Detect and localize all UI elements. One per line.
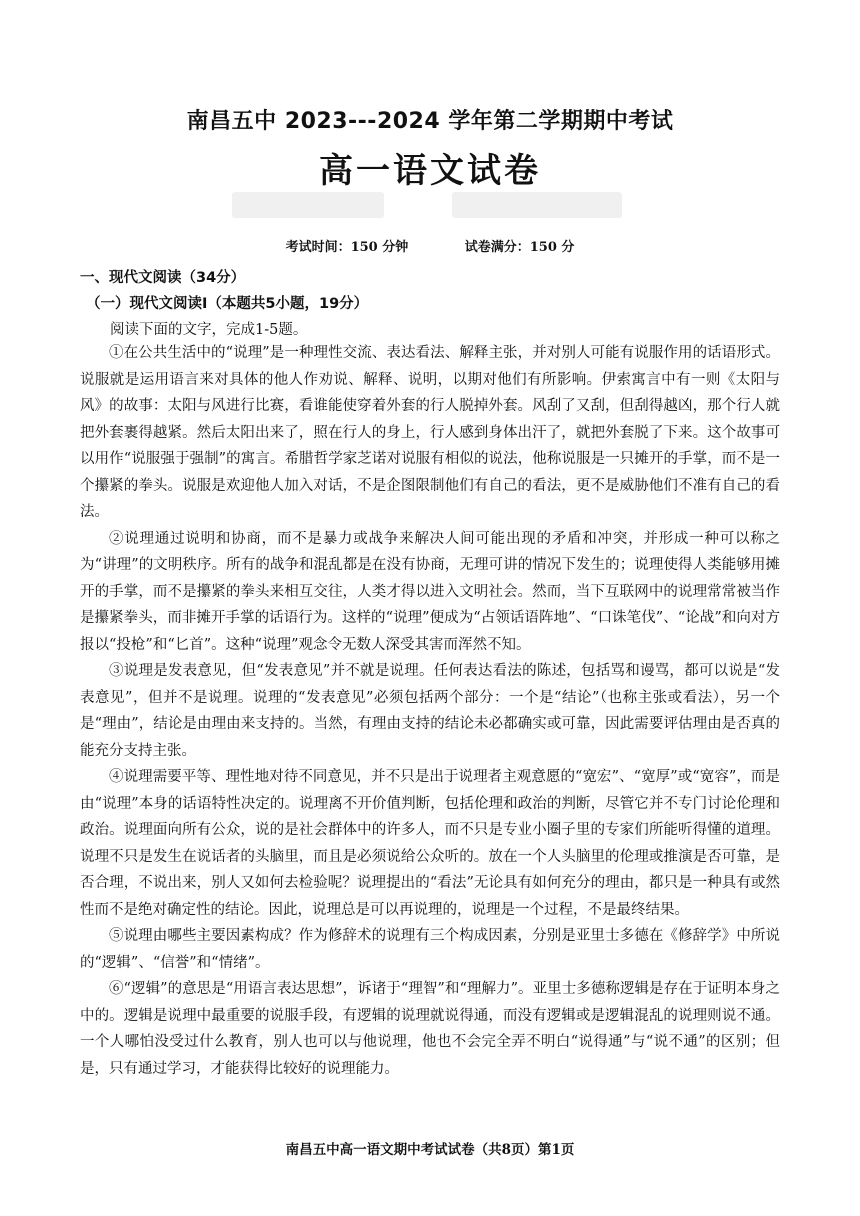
exam-time: 考试时间：150 分钟 bbox=[285, 240, 409, 255]
exam-title: 高一语文试卷 bbox=[319, 151, 541, 191]
subsection-title: （一）现代文阅读Ⅰ（本题共5小题，19分） bbox=[86, 296, 369, 312]
paragraph: ①在公共生活中的“说理”是一种理性交流、表达看法、解释主张，并对别人可能有说服作用的话语形式。说服就是运用语言来对具体的他人作劝说、解释、说明，以期对他们有所影响。伊索寓言中有一则《太阳与风》的故事：太阳与风进行比赛，看谁能使穿着外套的行人脱掉外套。风刮了又刮，但刮得越凶，那个行人就把外套裹得越紧。然后太阳出来了，照在行人的身上，行人感到身体出汗了，就把外套脱了下来。这个故事可以用作“说服强于强制”的寓言。希腊哲学家芝诺对说服有相似的说法，他称说服是一只摊开的手掌，而不是一个攥紧的拳头。说服是欢迎他人加入对话，不是企图限制他们有自己的看法，更不是威胁他们不准有自己的看法。 bbox=[80, 345, 780, 520]
reading-passage bbox=[80, 340, 780, 1082]
school-title: 南昌五中 2023---2024 学年第二学期期中考试 bbox=[186, 109, 674, 134]
redacted-field bbox=[232, 192, 384, 218]
page-footer: 南昌五中高一语文期中考试试卷（共8页）第1页 bbox=[285, 1142, 575, 1158]
full-score: 试卷满分：150 分 bbox=[464, 240, 575, 255]
section-title: 一、现代文阅读（34分） bbox=[80, 270, 246, 286]
paragraph: ③说理是发表意见，但“发表意见”并不就是说理。任何表达看法的陈述，包括骂和谩骂，都可以说是“发表意见”，但并不是说理。说理的“发表意见”必须包括两个部分：一个是“结论”（也称主张或看法），另一个是“理由”，结论是由理由来支持的。当然，有理由支持的结论未必都确实或可靠，因此需要评估理由是否真的能充分支持主张。 bbox=[80, 663, 780, 759]
reading-instruction: 阅读下面的文字，完成1-5题。 bbox=[110, 322, 308, 338]
paragraph: ④说理需要平等、理性地对待不同意见，并不只是出于说理者主观意愿的“宽宏”、“宽厚”或“宽容”，而是由“说理”本身的话语特性决定的。说理离不开价值判断，包括伦理和政治的判断，尽管它并不专门讨论伦理和政治。说理面向所有公众，说的是社会群体中的许多人，而不只是专业小圈子里的专家们所能听得懂的道理。说理不只是发生在说话者的头脑里，而且是必须说给公众听的。放在一个人头脑里的伦理或推演是否可靠，是否合理，不说出来，别人又如何去检验呢？说理提出的“看法”无论具有如何充分的理由，都只是一种具有或然性而不是绝对确定性的结论。因此，说理总是可以再说理的，说理是一个过程，不是最终结果。 bbox=[80, 769, 780, 918]
paragraph: ⑥“逻辑”的意思是“用语言表达思想”，诉诸于“理智”和“理解力”。亚里士多德称逻辑是存在于证明本身之中的。逻辑是说理中最重要的说服手段，有逻辑的说理就说得通，而没有逻辑或是逻辑混乱的说理则说不通。一个人哪怕没受过什么教育，别人也可以与他说理，他也不会完全弄不明白“说得通”与“说不通”的区别；但是，只有通过学习，才能获得比较好的说理能力。 bbox=[80, 981, 780, 1077]
paragraph: ⑤说理由哪些主要因素构成？作为修辞术的说理有三个构成因素，分别是亚里士多德在《修辞学》中所说的“逻辑”、“信誉”和“情绪”。 bbox=[80, 928, 780, 971]
paragraph: ②说理通过说明和协商，而不是暴力或战争来解决人间可能出现的矛盾和冲突，并形成一种可以称之为“讲理”的文明秩序。所有的战争和混乱都是在没有协商，无理可讲的情况下发生的；说理使得人类能够用摊开的手掌，而不是攥紧的拳头来相互交往，人类才得以进入文明社会。然而，当下互联网中的说理常常被当作是攥紧拳头，而非摊开手掌的话语行为。这样的“说理”便成为“占领话语阵地”、“口诛笔伐”、“论战”和向对方报以“投枪”和“匕首”。这种“说理”观念令无数人深受其害而浑然不知。 bbox=[80, 530, 780, 653]
exam-meta bbox=[0, 236, 860, 255]
redacted-field bbox=[452, 192, 622, 218]
